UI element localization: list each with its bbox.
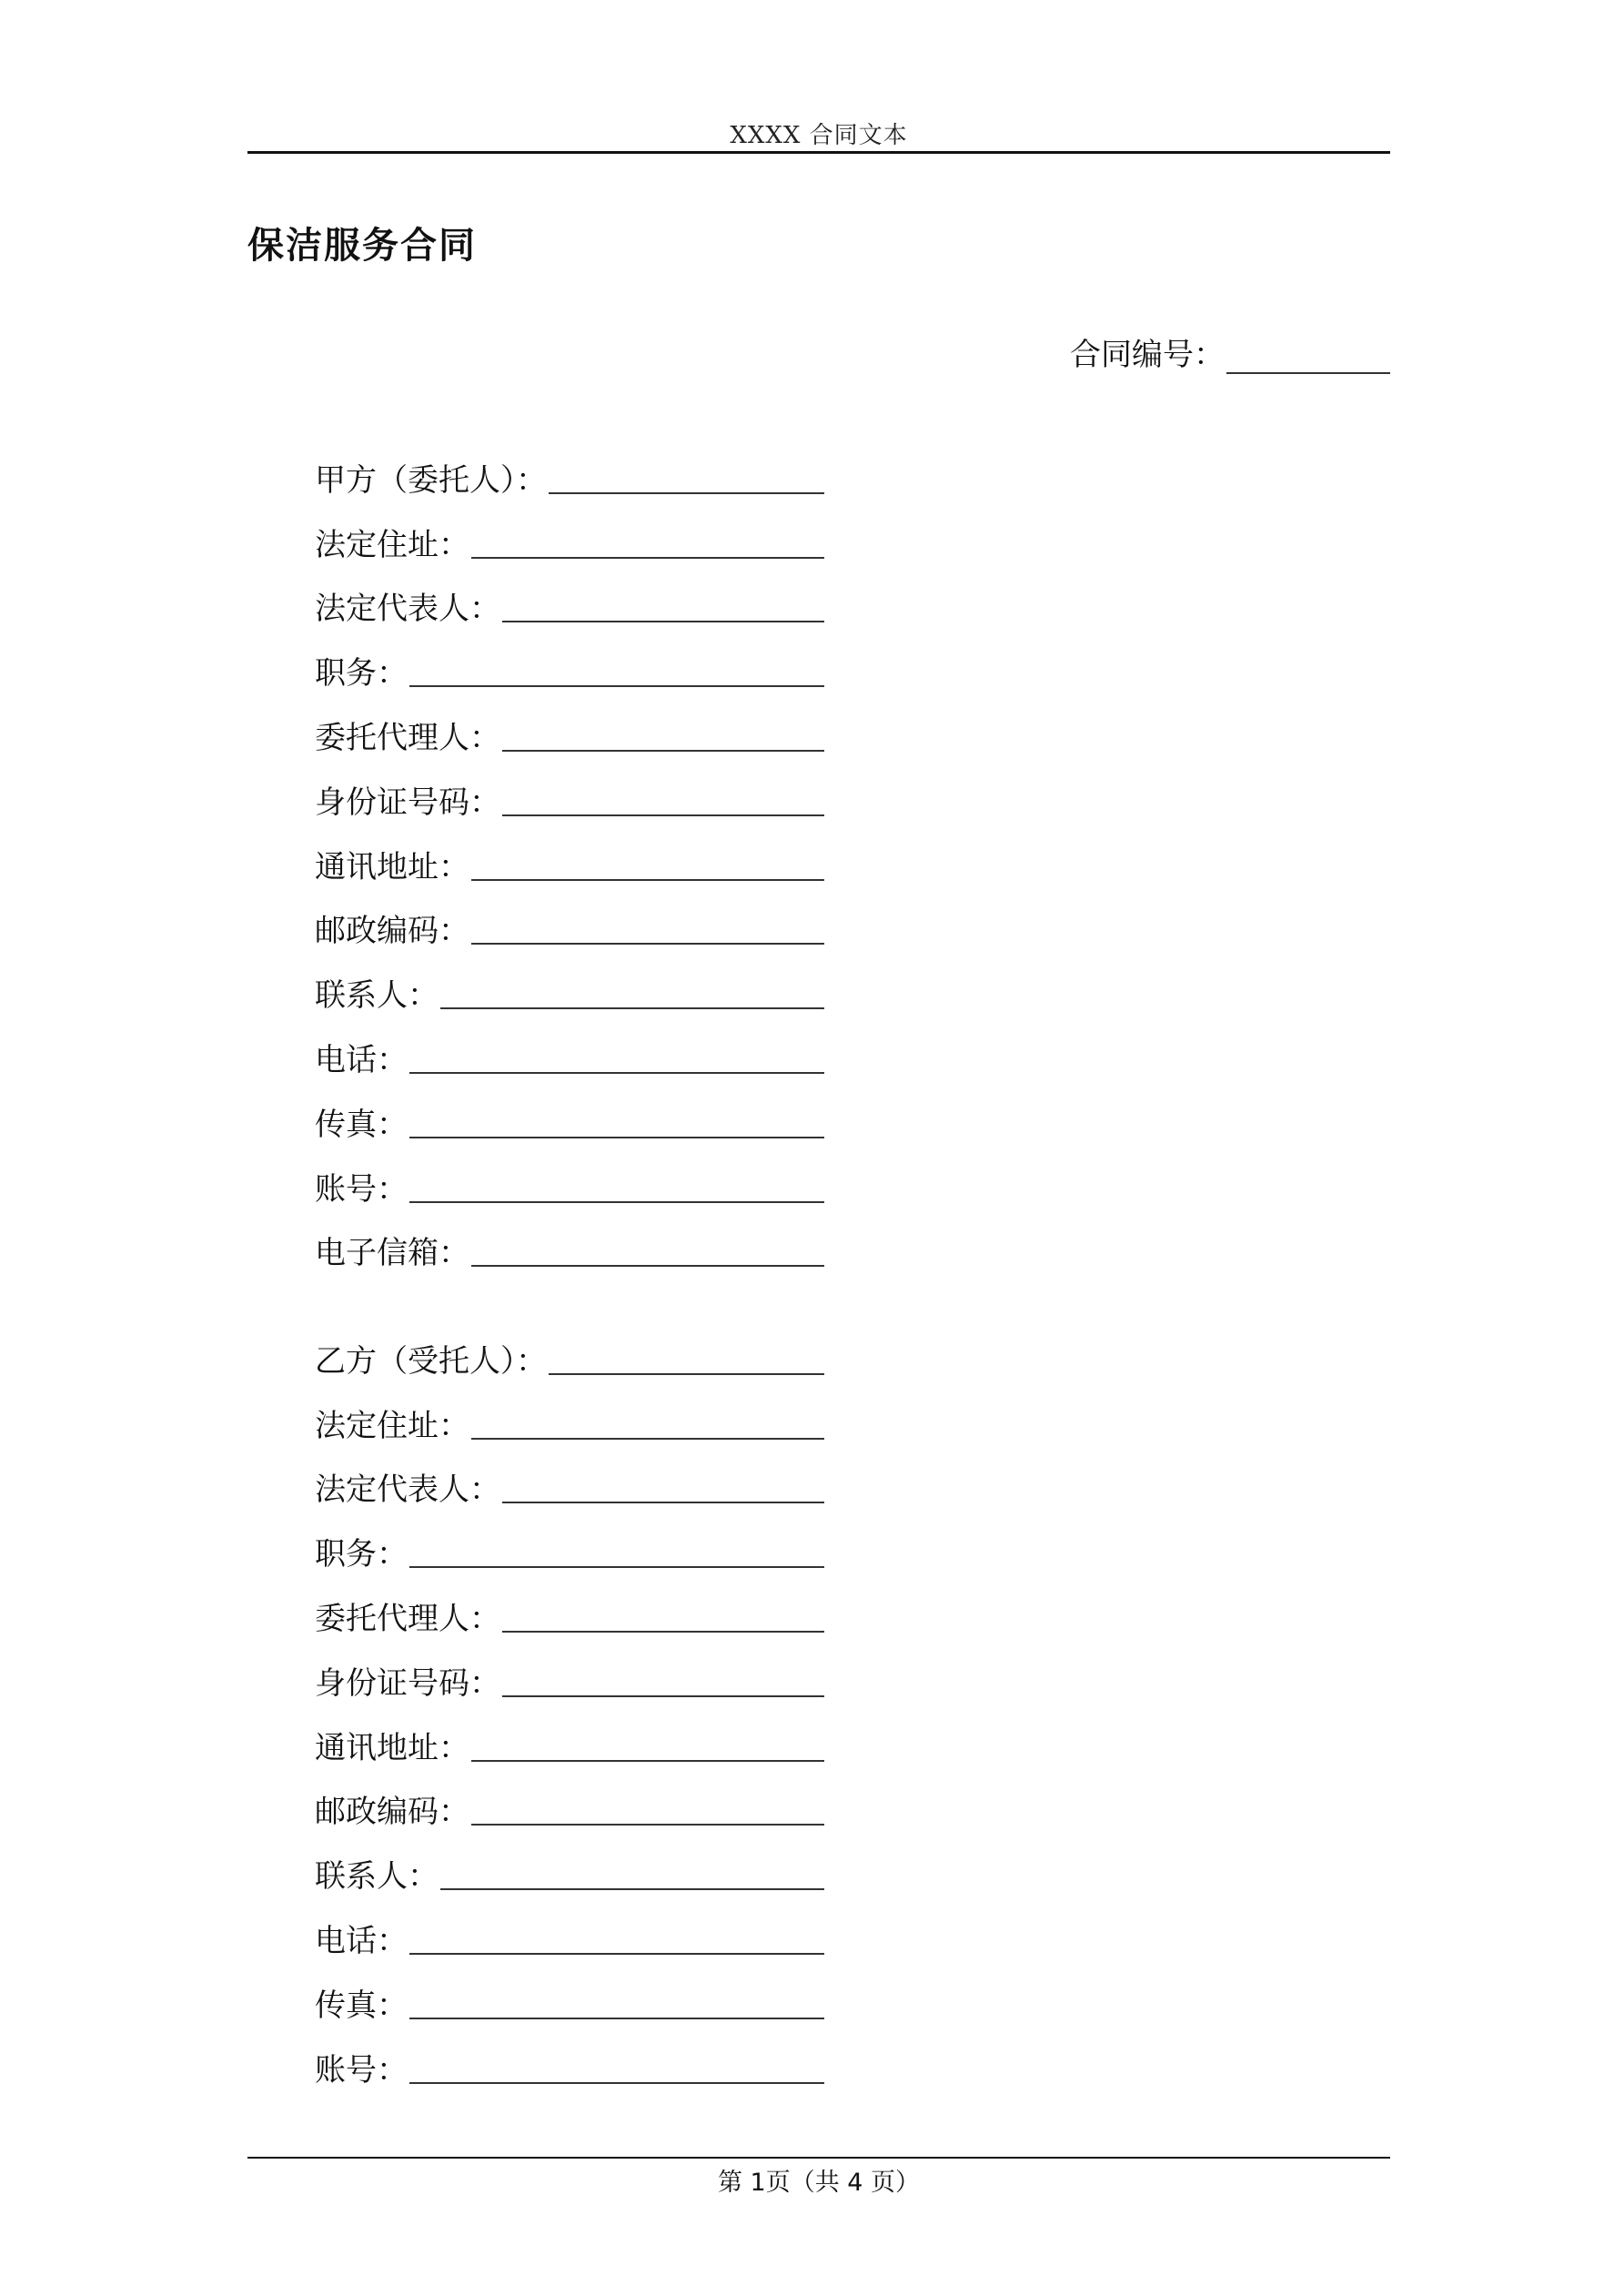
field-label: 通讯地址： [315,848,469,885]
field-label: 邮政编码： [315,913,469,950]
field-blank[interactable] [440,1861,824,1890]
party-b-field [315,1575,824,1640]
field-label: 电话： [315,1922,408,1959]
party-a-field [315,759,824,824]
party-b-field [315,1704,824,1769]
party-b-field [315,1769,824,1834]
contract-number-blank[interactable] [1226,341,1390,374]
field-label: 职务： [315,655,408,693]
field-label: 账号： [315,2051,408,2089]
party-b-field [315,1382,824,1447]
field-blank[interactable] [471,1733,824,1762]
party-a-field [315,888,824,953]
party-b-field [315,1511,824,1575]
field-blank[interactable] [440,980,824,1009]
party-a-field [315,1081,824,1146]
field-label: 法定住址： [315,1407,469,1444]
party-a-field [315,694,824,759]
party-a-field [315,566,824,631]
party-b-field [315,1962,824,2027]
party-b-section [315,1318,824,2091]
field-blank[interactable] [502,1668,824,1697]
field-blank[interactable] [549,1346,824,1375]
header-rule [247,151,1390,154]
field-label: 法定住址： [315,526,469,563]
party-b-field [315,1640,824,1704]
field-label: 电话： [315,1041,408,1078]
field-blank[interactable] [502,723,824,752]
field-blank[interactable] [409,1539,824,1568]
field-label: 身份证号码： [315,784,500,821]
field-label: 传真： [315,1987,408,2024]
field-label: 联系人： [315,1858,439,1896]
party-b-field [315,2027,824,2091]
footer-rule [247,2157,1390,2159]
field-label: 电子信箱： [315,1235,469,1272]
party-a-field [315,501,824,566]
field-label: 账号： [315,1170,408,1208]
party-b-field [315,1833,824,1897]
field-label: 法定代表人： [315,1472,500,1509]
contract-number-label: 合同编号： [1070,337,1225,373]
field-label: 通讯地址： [315,1729,469,1766]
field-blank[interactable] [471,915,824,945]
field-blank[interactable] [502,1603,824,1633]
field-label: 职务： [315,1536,408,1573]
party-a-field [315,824,824,888]
field-blank[interactable] [471,1796,824,1826]
party-b-field [315,1897,824,1962]
field-blank[interactable] [471,1411,824,1440]
field-blank[interactable] [471,530,824,559]
field-blank[interactable] [502,1474,824,1503]
party-b-field [315,1447,824,1512]
field-label: 甲方（委托人）： [315,461,547,499]
party-a-field [315,952,824,1017]
field-label: 委托代理人： [315,1600,500,1637]
field-blank[interactable] [409,1926,824,1955]
party-a-field [315,1146,824,1210]
document-title: 保洁服务合同 [247,225,477,267]
field-blank[interactable] [409,658,824,687]
field-blank[interactable] [502,787,824,816]
field-label: 委托代理人： [315,719,500,756]
party-b-field [315,1318,824,1382]
field-label: 传真： [315,1106,408,1143]
field-blank[interactable] [471,1238,824,1267]
field-blank[interactable] [409,1045,824,1074]
field-label: 乙方（受托人）： [315,1342,547,1380]
field-label: 联系人： [315,977,439,1015]
party-a-section [315,437,824,1274]
field-label: 法定代表人： [315,591,500,628]
running-header: XXXX 合同文本 [730,122,908,149]
field-blank[interactable] [502,593,824,622]
field-blank[interactable] [409,1174,824,1203]
field-blank[interactable] [549,465,824,494]
party-a-field [315,1210,824,1275]
contract-number-field [1070,329,1390,374]
page-number: 第 1页（共 4 页） [717,2169,921,2197]
field-blank[interactable] [409,1109,824,1138]
party-a-field [315,1017,824,1081]
party-a-field [315,630,824,694]
field-blank[interactable] [409,2055,824,2084]
field-blank[interactable] [471,852,824,881]
party-a-field [315,437,824,501]
field-label: 邮政编码： [315,1794,469,1831]
field-label: 身份证号码： [315,1664,500,1702]
field-blank[interactable] [409,1990,824,2019]
